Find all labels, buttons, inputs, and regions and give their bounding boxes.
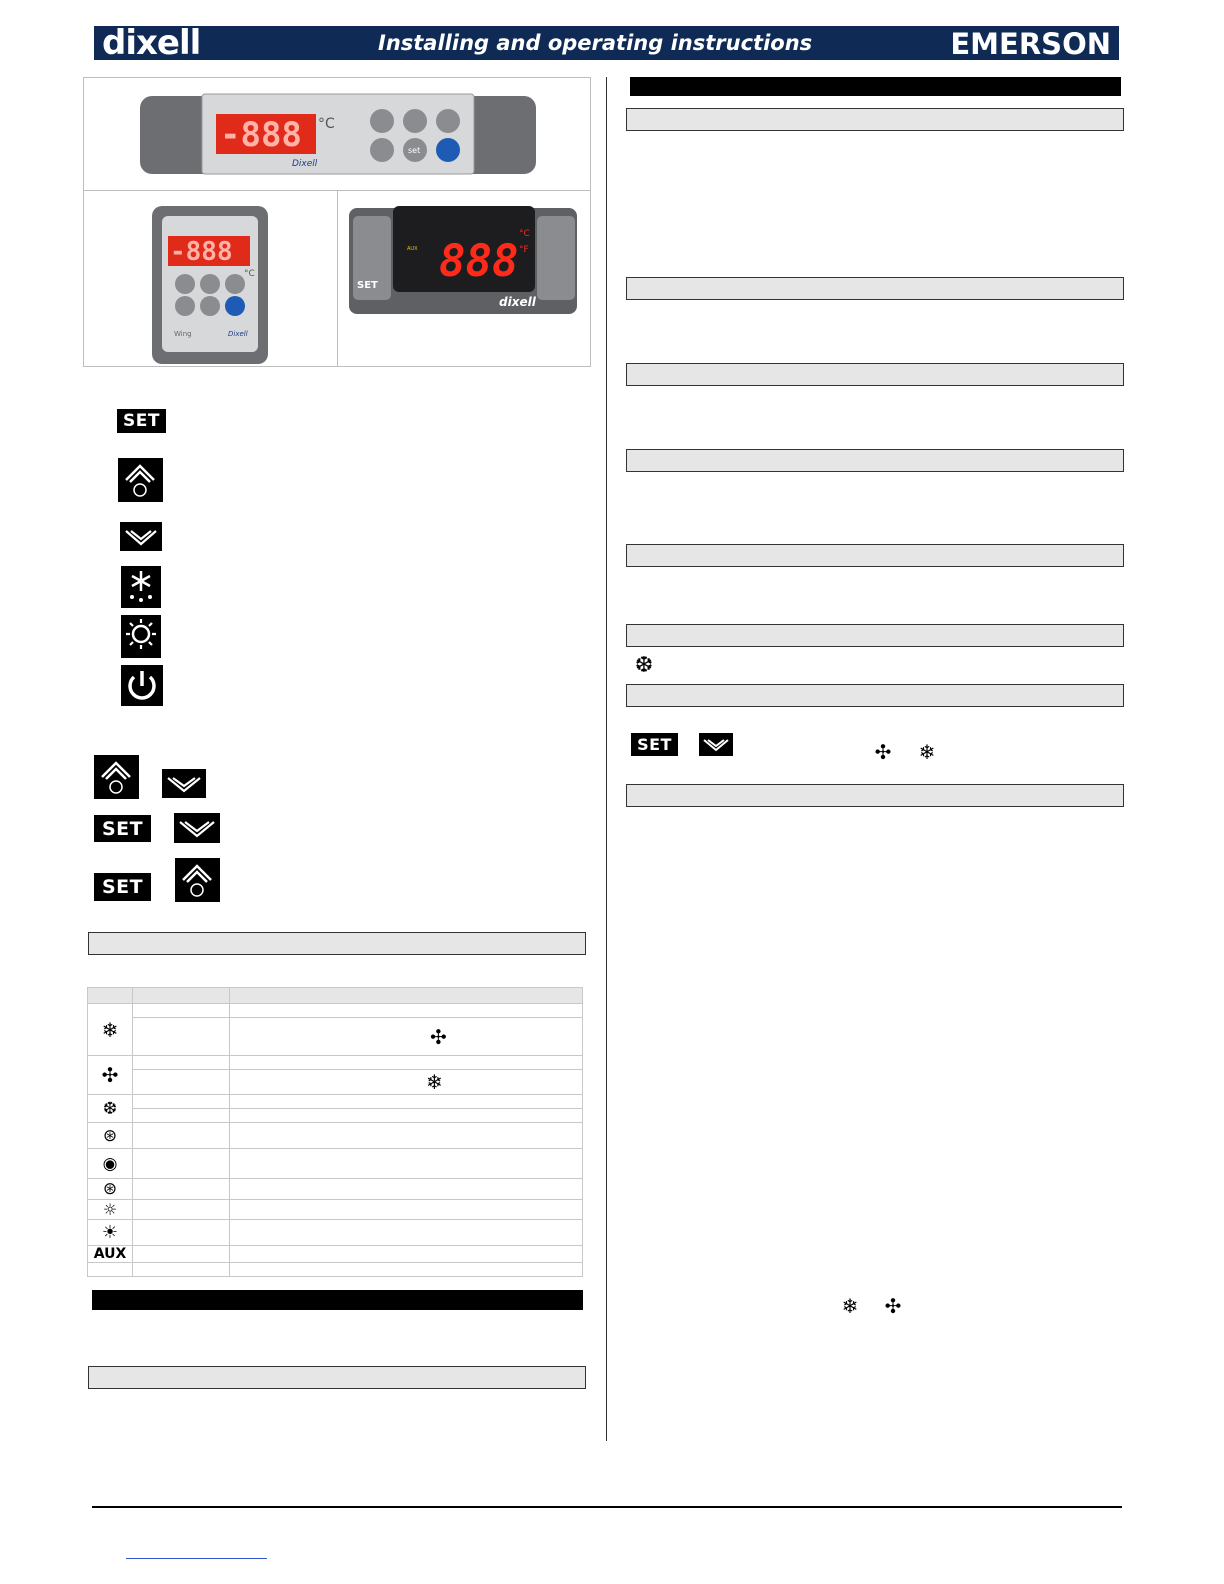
fan-icon: ✣ <box>874 740 892 764</box>
column-divider <box>606 77 607 1441</box>
section-heading-bar <box>626 108 1124 131</box>
model-label: Wing <box>174 330 192 338</box>
section-heading-bar <box>88 1366 586 1389</box>
compressor-icon: ❄ <box>918 740 936 764</box>
set-key-label: set <box>408 146 421 155</box>
continuous-cycle-icon: ⊛ <box>88 1123 133 1149</box>
up-arrow-icon <box>94 755 139 799</box>
down-arrow-icon <box>699 733 733 756</box>
fan-icon: ✣ <box>230 1018 583 1056</box>
aux-label: AUX <box>88 1246 133 1263</box>
unit-f: °F <box>519 245 529 255</box>
emerson-logo: EMERSON <box>950 27 1111 61</box>
set-key-icon: SET <box>117 409 166 433</box>
page-header <box>94 23 1119 63</box>
energy-saving-icon: ⊛ <box>88 1179 133 1200</box>
up-arrow-icon <box>118 458 163 502</box>
unit-label: °C <box>318 116 335 132</box>
power-key[interactable] <box>225 296 245 316</box>
down-arrow-icon <box>162 769 206 798</box>
light-icon: ☀ <box>88 1220 133 1246</box>
section-heading-bar <box>626 544 1124 567</box>
svg-text:-888: -888 <box>170 237 233 267</box>
power-key[interactable] <box>436 138 460 162</box>
display-digits: 888 <box>439 236 519 287</box>
set-key[interactable] <box>200 296 220 316</box>
section-title-bar <box>92 1290 583 1310</box>
document-title: Installing and operating instructions <box>378 31 813 55</box>
unit-label: °C <box>244 269 255 279</box>
compressor-icon: ❄ <box>841 1294 859 1318</box>
set-key-icon: SET <box>94 815 151 842</box>
section-heading-bar <box>626 684 1124 707</box>
section-title-bar <box>630 77 1121 96</box>
controller-wing-vertical <box>152 206 270 366</box>
section-heading-bar <box>626 624 1124 647</box>
dixell-logo: dixell <box>102 23 201 63</box>
footer-rule <box>92 1506 1122 1508</box>
down-arrow-icon <box>120 522 162 551</box>
light-key[interactable] <box>436 109 460 133</box>
section-heading-bar <box>626 784 1124 807</box>
day-night-icon: ☼ <box>88 1200 133 1220</box>
light-key[interactable] <box>225 274 245 294</box>
defrost-icon <box>121 566 161 608</box>
aux-indicator: AUX <box>407 246 418 252</box>
led-table <box>87 987 583 1277</box>
compressor-icon: ❄ <box>88 1004 133 1056</box>
set-key-icon: SET <box>631 733 678 756</box>
defrost-key[interactable] <box>200 274 220 294</box>
fan-icon: ✣ <box>88 1056 133 1095</box>
power-icon <box>121 665 163 706</box>
section-heading-bar <box>626 363 1124 386</box>
figure-divider <box>337 190 338 366</box>
down-key[interactable] <box>175 296 195 316</box>
set-key[interactable]: SET <box>357 280 378 291</box>
defrost-key[interactable] <box>403 109 427 133</box>
down-key[interactable] <box>370 138 394 162</box>
controller-wing-horizontal <box>140 92 536 176</box>
fan-icon: ✣ <box>884 1294 902 1318</box>
display-digits: -888 <box>220 115 302 155</box>
alarm-icon: ◉ <box>88 1149 133 1179</box>
up-key[interactable] <box>175 274 195 294</box>
light-icon <box>121 615 161 658</box>
maker-label: Dixell <box>292 159 318 169</box>
section-heading-bar <box>626 449 1124 472</box>
device-figure <box>83 77 591 367</box>
down-arrow-icon <box>174 813 220 843</box>
section-heading-bar <box>626 277 1124 300</box>
defrost-icon: ❆ <box>88 1095 133 1123</box>
footer-link-underline[interactable] <box>126 1558 267 1559</box>
set-key-icon: SET <box>94 873 151 901</box>
up-key[interactable] <box>370 109 394 133</box>
unit-c: °C <box>519 229 530 239</box>
defrost-icon: ❆ <box>634 653 654 678</box>
compressor-icon: ❄ <box>230 1070 583 1095</box>
section-heading-bar <box>88 932 586 955</box>
controller-xr <box>349 206 579 318</box>
maker-label: Dixell <box>228 330 248 338</box>
up-arrow-icon <box>175 858 220 902</box>
maker-label: dixell <box>499 295 536 309</box>
